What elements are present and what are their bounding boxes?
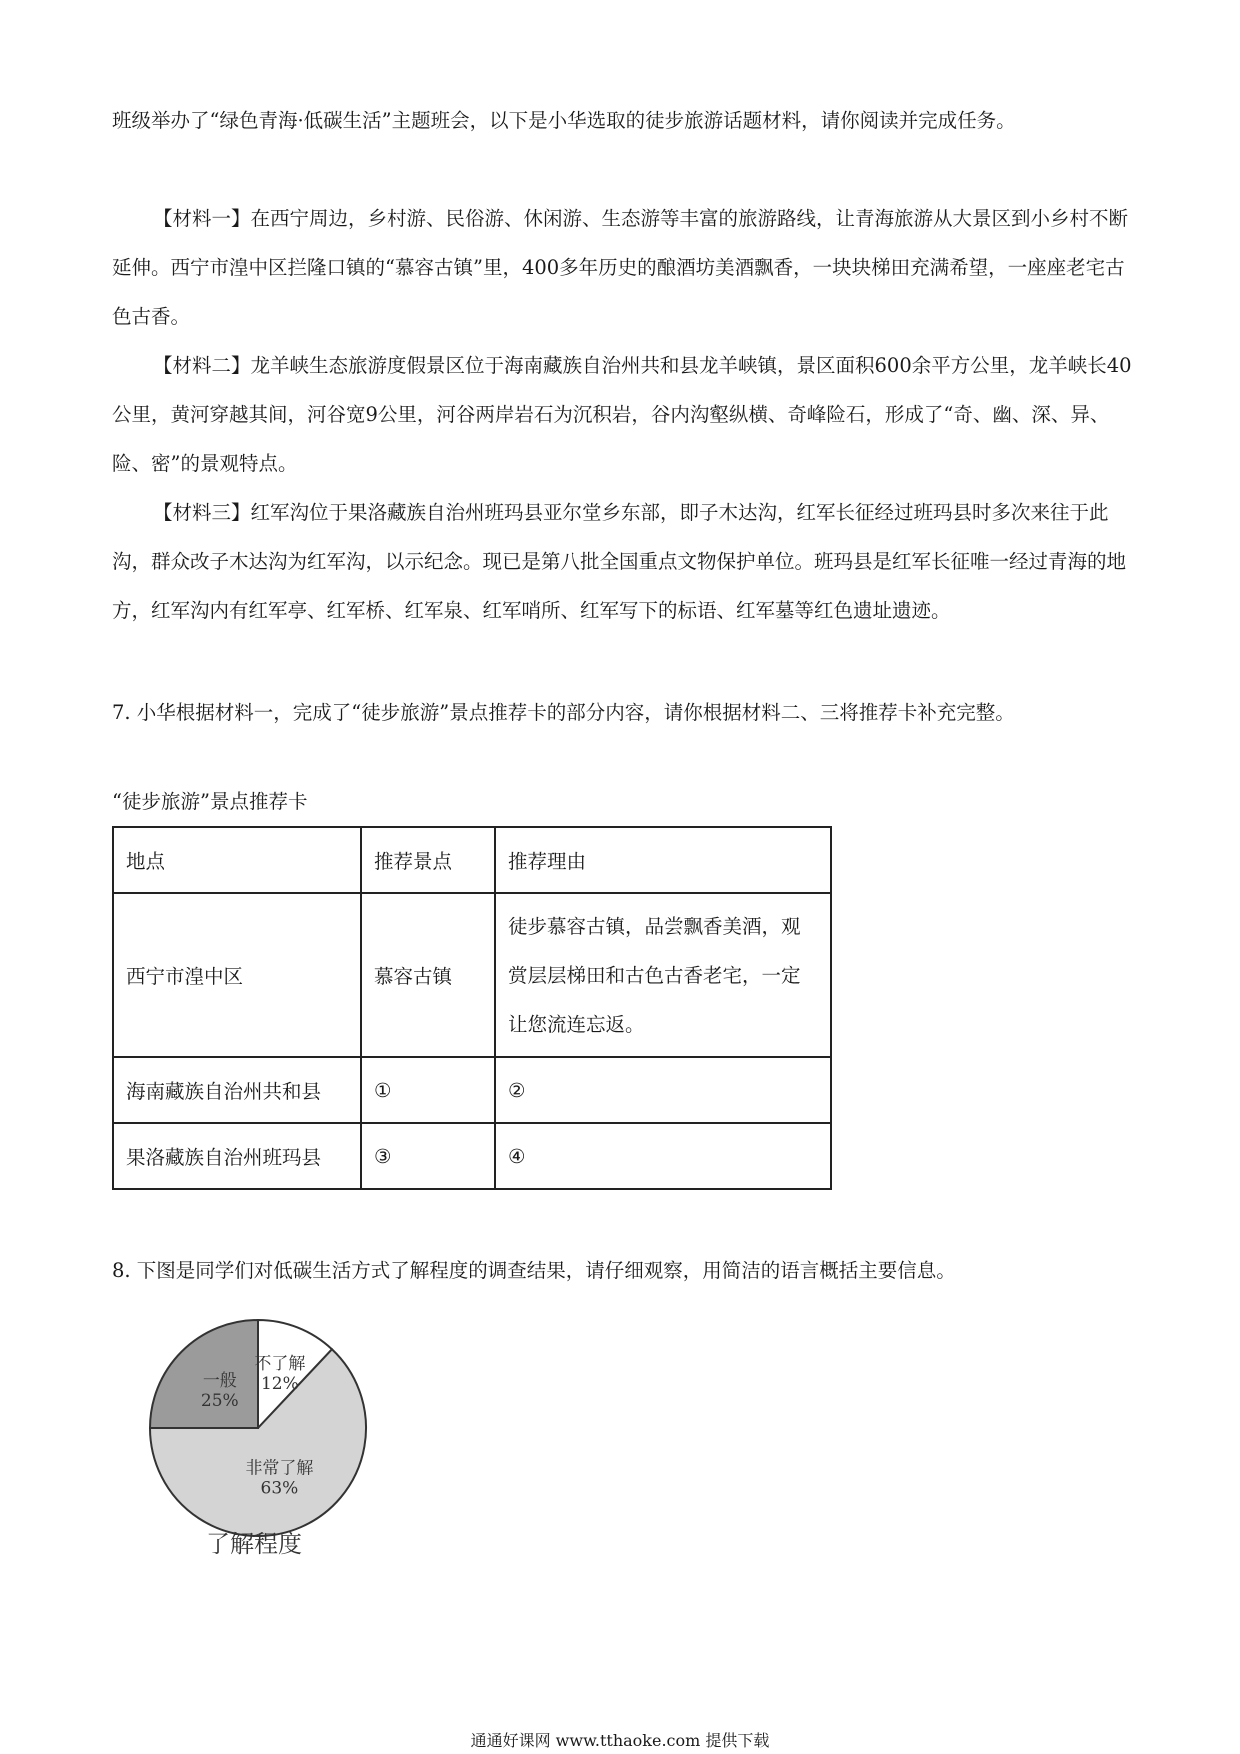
row3-location: 果洛藏族自治州班玛县 bbox=[113, 1123, 361, 1189]
row1-location: 西宁市湟中区 bbox=[113, 893, 361, 1057]
pie-slice-label-2: 一般 bbox=[202, 1370, 237, 1391]
material-three: 【材料三】红军沟位于果洛藏族自治州班玛县亚尔堂乡东部，即子木达沟，红军长征经过班玛县时多次来往于此沟，群众改子木达沟为红军沟，以示纪念。现已是第八批全国重点文物保护单位。班玛县是红军长征唯一经过青海的地方，红军沟内有红军亭、红军桥、红军泉、红军哨所、红军写下的标语、红军墓等红色遗址遗迹。 bbox=[112, 501, 1127, 622]
table-header-row bbox=[113, 827, 831, 893]
intro-paragraph: 班级举办了“绿色青海·低碳生活”主题班会，以下是小华选取的徒步旅游话题材料，请你阅读并完成任务。 bbox=[112, 109, 1016, 132]
table-row bbox=[113, 893, 831, 1057]
header-location: 地点 bbox=[113, 827, 361, 893]
row1-spot: 慕容古镇 bbox=[361, 893, 495, 1057]
header-reason: 推荐理由 bbox=[495, 827, 831, 893]
header-spot: 推荐景点 bbox=[361, 827, 495, 893]
pie-slice-value-2: 25% bbox=[200, 1390, 239, 1411]
table-row bbox=[113, 1057, 831, 1123]
question-8: 8. 下图是同学们对低碳生活方式了解程度的调查结果，请仔细观察，用简洁的语言概括主要信息。 bbox=[112, 1259, 956, 1282]
pie-slice-label-1: 非常了解 bbox=[245, 1458, 314, 1479]
table-row bbox=[113, 1123, 831, 1189]
material-two: 【材料二】龙羊峡生态旅游度假景区位于海南藏族自治州共和县龙羊峡镇，景区面积600余平方公里，龙羊峡长40公里，黄河穿越其间，河谷宽9公里，河谷两岸岩石为沉积岩，谷内沟壑纵横、奇峰险石，形成了“奇、幽、深、异、险、密”的景观特点。 bbox=[112, 354, 1132, 475]
question-7: 7. 小华根据材料一，完成了“徒步旅游”景点推荐卡的部分内容，请你根据材料二、三将推荐卡补充完整。 bbox=[112, 701, 1015, 724]
card-caption: “徒步旅游”景点推荐卡 bbox=[112, 790, 308, 813]
row1-reason: 徒步慕容古镇，品尝飘香美酒，观赏层层梯田和古色古香老宅，一定让您流连忘返。 bbox=[495, 893, 831, 1057]
row2-spot-blank: ① bbox=[361, 1057, 495, 1123]
pie-slice-label-0: 不了解 bbox=[254, 1353, 306, 1374]
pie-slice-value-0: 12% bbox=[260, 1373, 299, 1394]
row2-location: 海南藏族自治州共和县 bbox=[113, 1057, 361, 1123]
recommendation-card-table bbox=[112, 826, 832, 1190]
row2-reason-blank: ② bbox=[495, 1057, 831, 1123]
pie-slice-value-1: 63% bbox=[260, 1478, 299, 1499]
material-one: 【材料一】在西宁周边，乡村游、民俗游、休闲游、生态游等丰富的旅游路线，让青海旅游从大景区到小乡村不断延伸。西宁市湟中区拦隆口镇的“慕容古镇”里，400多年历史的酿酒坊美酒飘香，一块块梯田充满希望，一座座老宅古色古香。 bbox=[112, 207, 1129, 328]
footer-source: 通通好课网 www.tthaoke.com 提供下载 bbox=[470, 1731, 770, 1750]
row3-spot-blank: ③ bbox=[361, 1123, 495, 1189]
row3-reason-blank: ④ bbox=[495, 1123, 831, 1189]
pie-chart-title: 了解程度 bbox=[206, 1530, 302, 1558]
